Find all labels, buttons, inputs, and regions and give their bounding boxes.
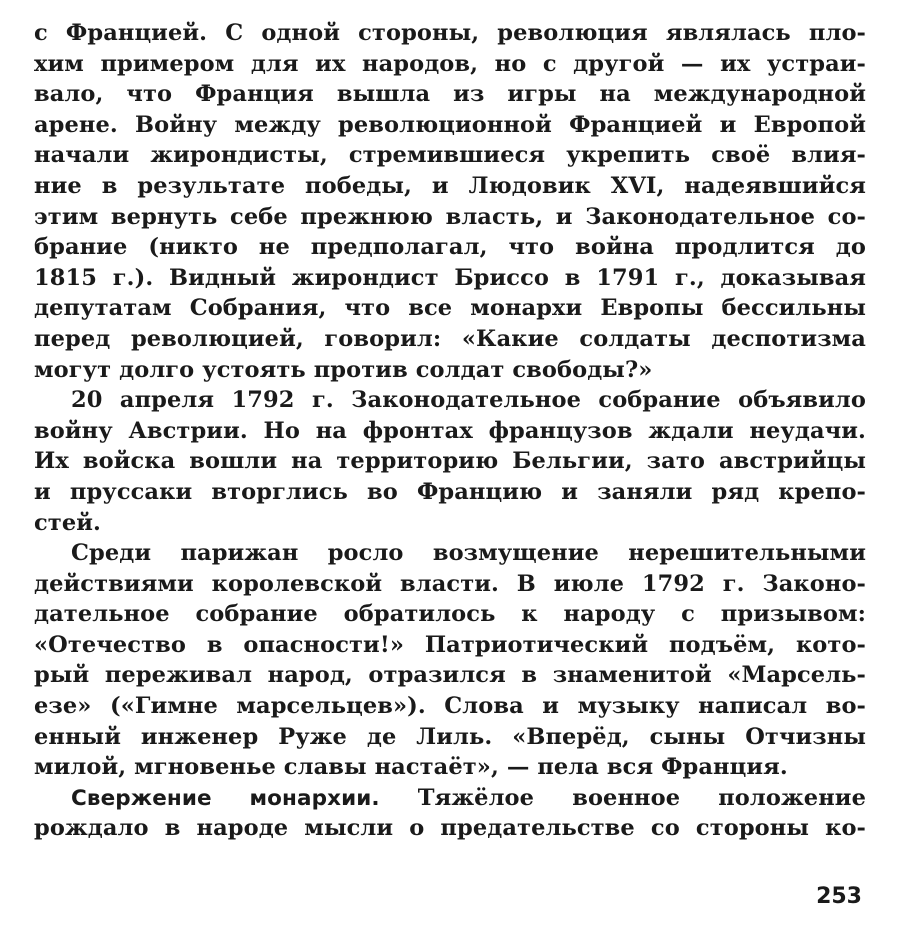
text-line: начали жирондисты, стремившиеся укрепить своё влия- bbox=[34, 142, 866, 169]
text-line: хим примером для их народов, но с другой — их устраи- bbox=[34, 50, 866, 77]
text-line: брание (никто не предполагал, что война продлится до bbox=[34, 234, 866, 261]
text-line: вало, что Франция вышла из игры на международной bbox=[34, 81, 866, 108]
text-line: «Отечество в опасности!» Патриотический подъём, кото- bbox=[34, 631, 866, 658]
paragraph-1 bbox=[34, 18, 866, 385]
text-line: этим вернуть себе прежнюю власть, и Законодательное со- bbox=[34, 203, 866, 230]
text-line: 1815 г.). Видный жирондист Бриссо в 1791 г., доказывая bbox=[34, 264, 866, 291]
page-body bbox=[34, 18, 866, 844]
text-line: с Францией. С одной стороны, революция являлась пло- bbox=[34, 20, 866, 46]
text-line: могут долго устоять против солдат свободы?» bbox=[34, 356, 653, 383]
text-line: арене. Войну между революционной Францией и Европой bbox=[34, 111, 866, 138]
section-heading: Свержение монархии. bbox=[71, 785, 380, 811]
text-line: рождало в народе мысли о предательстве со стороны ко- bbox=[34, 815, 866, 842]
text-line: войну Австрии. Но на фронтах французов ждали неудачи. bbox=[34, 417, 866, 444]
text-line: рый переживал народ, отразился в знаменитой «Марсель- bbox=[34, 662, 866, 689]
paragraph-4 bbox=[34, 783, 866, 844]
paragraph-2 bbox=[34, 385, 866, 538]
text-line: и пруссаки вторглись во Францию и заняли ряд крепо- bbox=[34, 478, 866, 505]
page-number: 253 bbox=[816, 884, 862, 909]
text-line: стей. bbox=[34, 509, 101, 536]
text-line: енный инженер Руже де Лиль. «Вперёд, сыны Отчизны bbox=[34, 723, 866, 750]
text-line: действиями королевской власти. В июле 1792 г. Законо- bbox=[34, 570, 866, 597]
text-line: езе» («Гимне марсельцев»). Слова и музыку написал во- bbox=[34, 693, 866, 720]
heading-line-rest: Тяжёлое военное положение bbox=[417, 784, 866, 811]
text-line: Их войска вошли на территорию Бельгии, зато австрийцы bbox=[34, 448, 866, 475]
text-line: 20 апреля 1792 г. Законодательное собрание объявило bbox=[71, 387, 866, 414]
text-line: ние в результате победы, и Людовик XVI, надеявшийся bbox=[34, 172, 866, 199]
paragraph-3 bbox=[34, 538, 866, 783]
text-line: дательное собрание обратилось к народу с призывом: bbox=[34, 601, 866, 628]
text-line bbox=[34, 783, 866, 814]
text-line: Среди парижан росло возмущение нерешительными bbox=[71, 540, 866, 567]
text-line: милой, мгновенье славы настаёт», — пела вся Франция. bbox=[34, 754, 788, 781]
text-line: депутатам Собрания, что все монархи Европы бессильны bbox=[34, 295, 866, 322]
text-line: перед революцией, говорил: «Какие солдаты деспотизма bbox=[34, 325, 866, 352]
